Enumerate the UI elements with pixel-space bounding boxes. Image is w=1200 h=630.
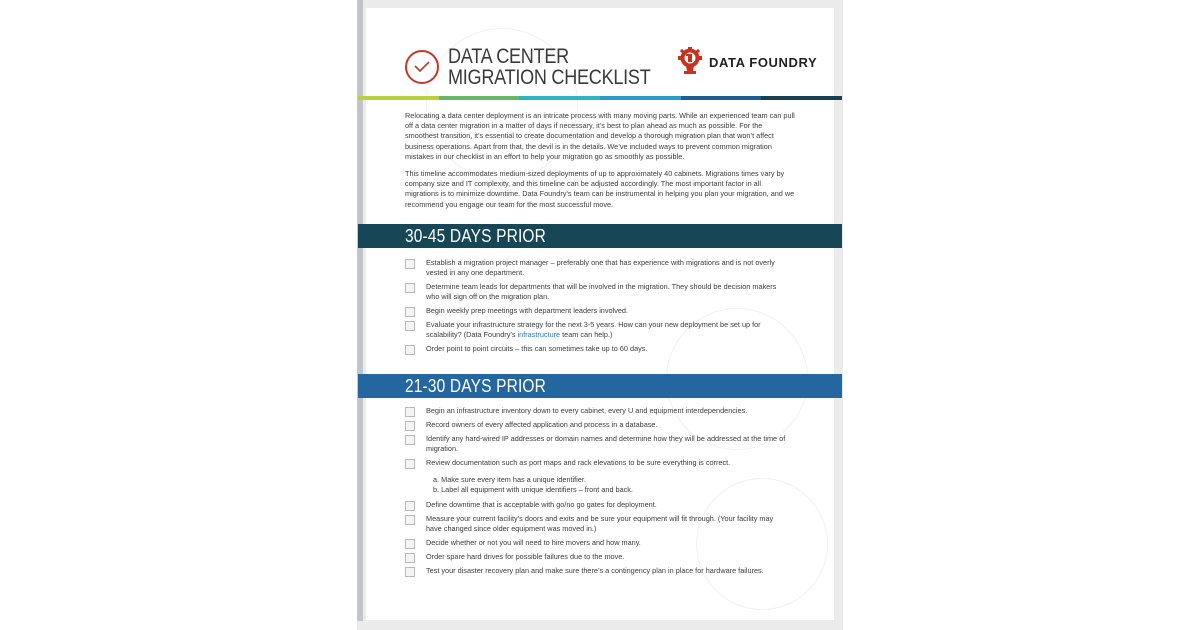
checklist-item (405, 344, 790, 355)
checklist-item (405, 258, 790, 278)
checklist-item (405, 538, 790, 549)
checklist-item-text: Review documentation such as port maps and rack elevations to be sure everything is correct. (426, 458, 731, 467)
brand-name: DATA FOUNDRY (709, 54, 818, 70)
checklist-subitem: a. Make sure every item has a unique identifier. (433, 475, 586, 484)
title-line-1: DATA CENTER (448, 45, 569, 68)
section-title: 30-45 DAYS PRIOR (405, 226, 546, 246)
checkbox[interactable] (405, 435, 415, 445)
document-title-block (405, 46, 683, 88)
document-title (448, 46, 650, 88)
checklist-subitem: b. Label all equipment with unique identifiers – front and back. (433, 485, 633, 494)
checklist-item (405, 500, 790, 511)
checkbox[interactable] (405, 345, 415, 355)
checkbox[interactable] (405, 515, 415, 525)
checkbox[interactable] (405, 459, 415, 469)
intro-paragraph-1: Relocating a data center deployment is an intricate process with many moving parts. While an experienced team can pull off a data center migration in a matter of days if necessary, it’s best to plan ahead as much as possible. For the smoothest transition, it’s essential to create documentation and develop a thorough migration plan that won’t affect business operations. Apart from that, the devil is in the details. We’ve included ways to prevent common migration mistakes in our checklist in an effort to help your migration go as smoothly as possible. (405, 111, 795, 161)
checklist-item-text: Record owners of every affected application and process in a database. (426, 420, 658, 429)
checkbox[interactable] (405, 421, 415, 431)
section-header-30-45-days (358, 224, 842, 248)
checkbox[interactable] (405, 307, 415, 317)
checklist-item (405, 552, 790, 563)
checkbox[interactable] (405, 321, 415, 331)
checkbox[interactable] (405, 259, 415, 269)
checkbox[interactable] (405, 283, 415, 293)
checklist-item-text: Measure your current facility’s doors and exits and be sure your equipment will fit through. (Your facility may have changed since older equipment was moved in.) (426, 514, 774, 534)
brand-logo (678, 47, 817, 77)
checkbox[interactable] (405, 553, 415, 563)
checklist-item-text (426, 320, 790, 340)
checkbox[interactable] (405, 539, 415, 549)
checklist-item (405, 306, 790, 317)
checkbox[interactable] (405, 407, 415, 417)
checklist-item-text: Establish a migration project manager – preferably one that has experience with migrations and is not overly vested in any one department. (426, 258, 775, 278)
checklist-item (405, 514, 790, 534)
checklist-item (405, 458, 790, 469)
item-text-part: Evaluate your infrastructure strategy for the next 3-5 years. How can your new deployment be set up for scalability? (Data Foundry’s (426, 320, 761, 340)
checklist-item (405, 282, 790, 302)
checklist-item-text: Begin weekly prep meetings with department leaders involved. (426, 306, 628, 315)
checklist-item-text: Decide whether or not you will need to hire movers and how many. (426, 538, 641, 547)
check-circle-icon (405, 50, 439, 84)
checkbox[interactable] (405, 567, 415, 577)
checklist-item (405, 566, 790, 577)
checklist-item-text: Order point to point circuits – this can sometimes take up to 60 days. (426, 344, 648, 353)
checklist-item (405, 406, 790, 417)
checklist-item-text: Determine team leads for departments that will be involved in the migration. They should be decision makers who will sign off on the migration plan. (426, 282, 777, 302)
foundry-gear-logo-icon (678, 47, 702, 77)
checklist-item (405, 320, 790, 340)
document-frame-edge (357, 0, 363, 621)
section-header-21-30-days (358, 374, 842, 398)
item-text-part: team can help.) (560, 330, 613, 340)
infrastructure-link[interactable]: infrastructure (517, 330, 561, 340)
section-title: 21-30 DAYS PRIOR (405, 376, 546, 396)
checkbox[interactable] (405, 501, 415, 511)
checklist-item-text: Test your disaster recovery plan and make sure there’s a contingency plan in place for hardware failures. (426, 566, 764, 575)
title-line-2: MIGRATION CHECKLIST (448, 66, 651, 89)
checklist-item-text: Define downtime that is acceptable with go/no go gates for deployment. (426, 500, 657, 509)
checklist-item-text: Order spare hard drives for possible failures due to the move. (426, 552, 625, 561)
checklist-item-text: Identify any hard-wired IP addresses or domain names and determine how they will be addressed at the time of migration. (426, 434, 786, 454)
checklist-item-text: Begin an infrastructure inventory down to every cabinet, every U and equipment interdependencies. (426, 406, 748, 415)
color-divider-bar (358, 96, 842, 100)
checklist-item (405, 420, 790, 431)
intro-paragraph-2: This timeline accommodates medium-sized deployments of up to approximately 40 cabinets. Migrations times vary by company size and IT complexity, and this timeline can be adjusted accordingly. The most important factor in all migrations is to minimize downtime. Data Foundry’s team can be instrumental in helping you plan your migration, and we recommend you engage our team for the most successful move. (405, 169, 795, 209)
checklist-item (405, 434, 790, 454)
